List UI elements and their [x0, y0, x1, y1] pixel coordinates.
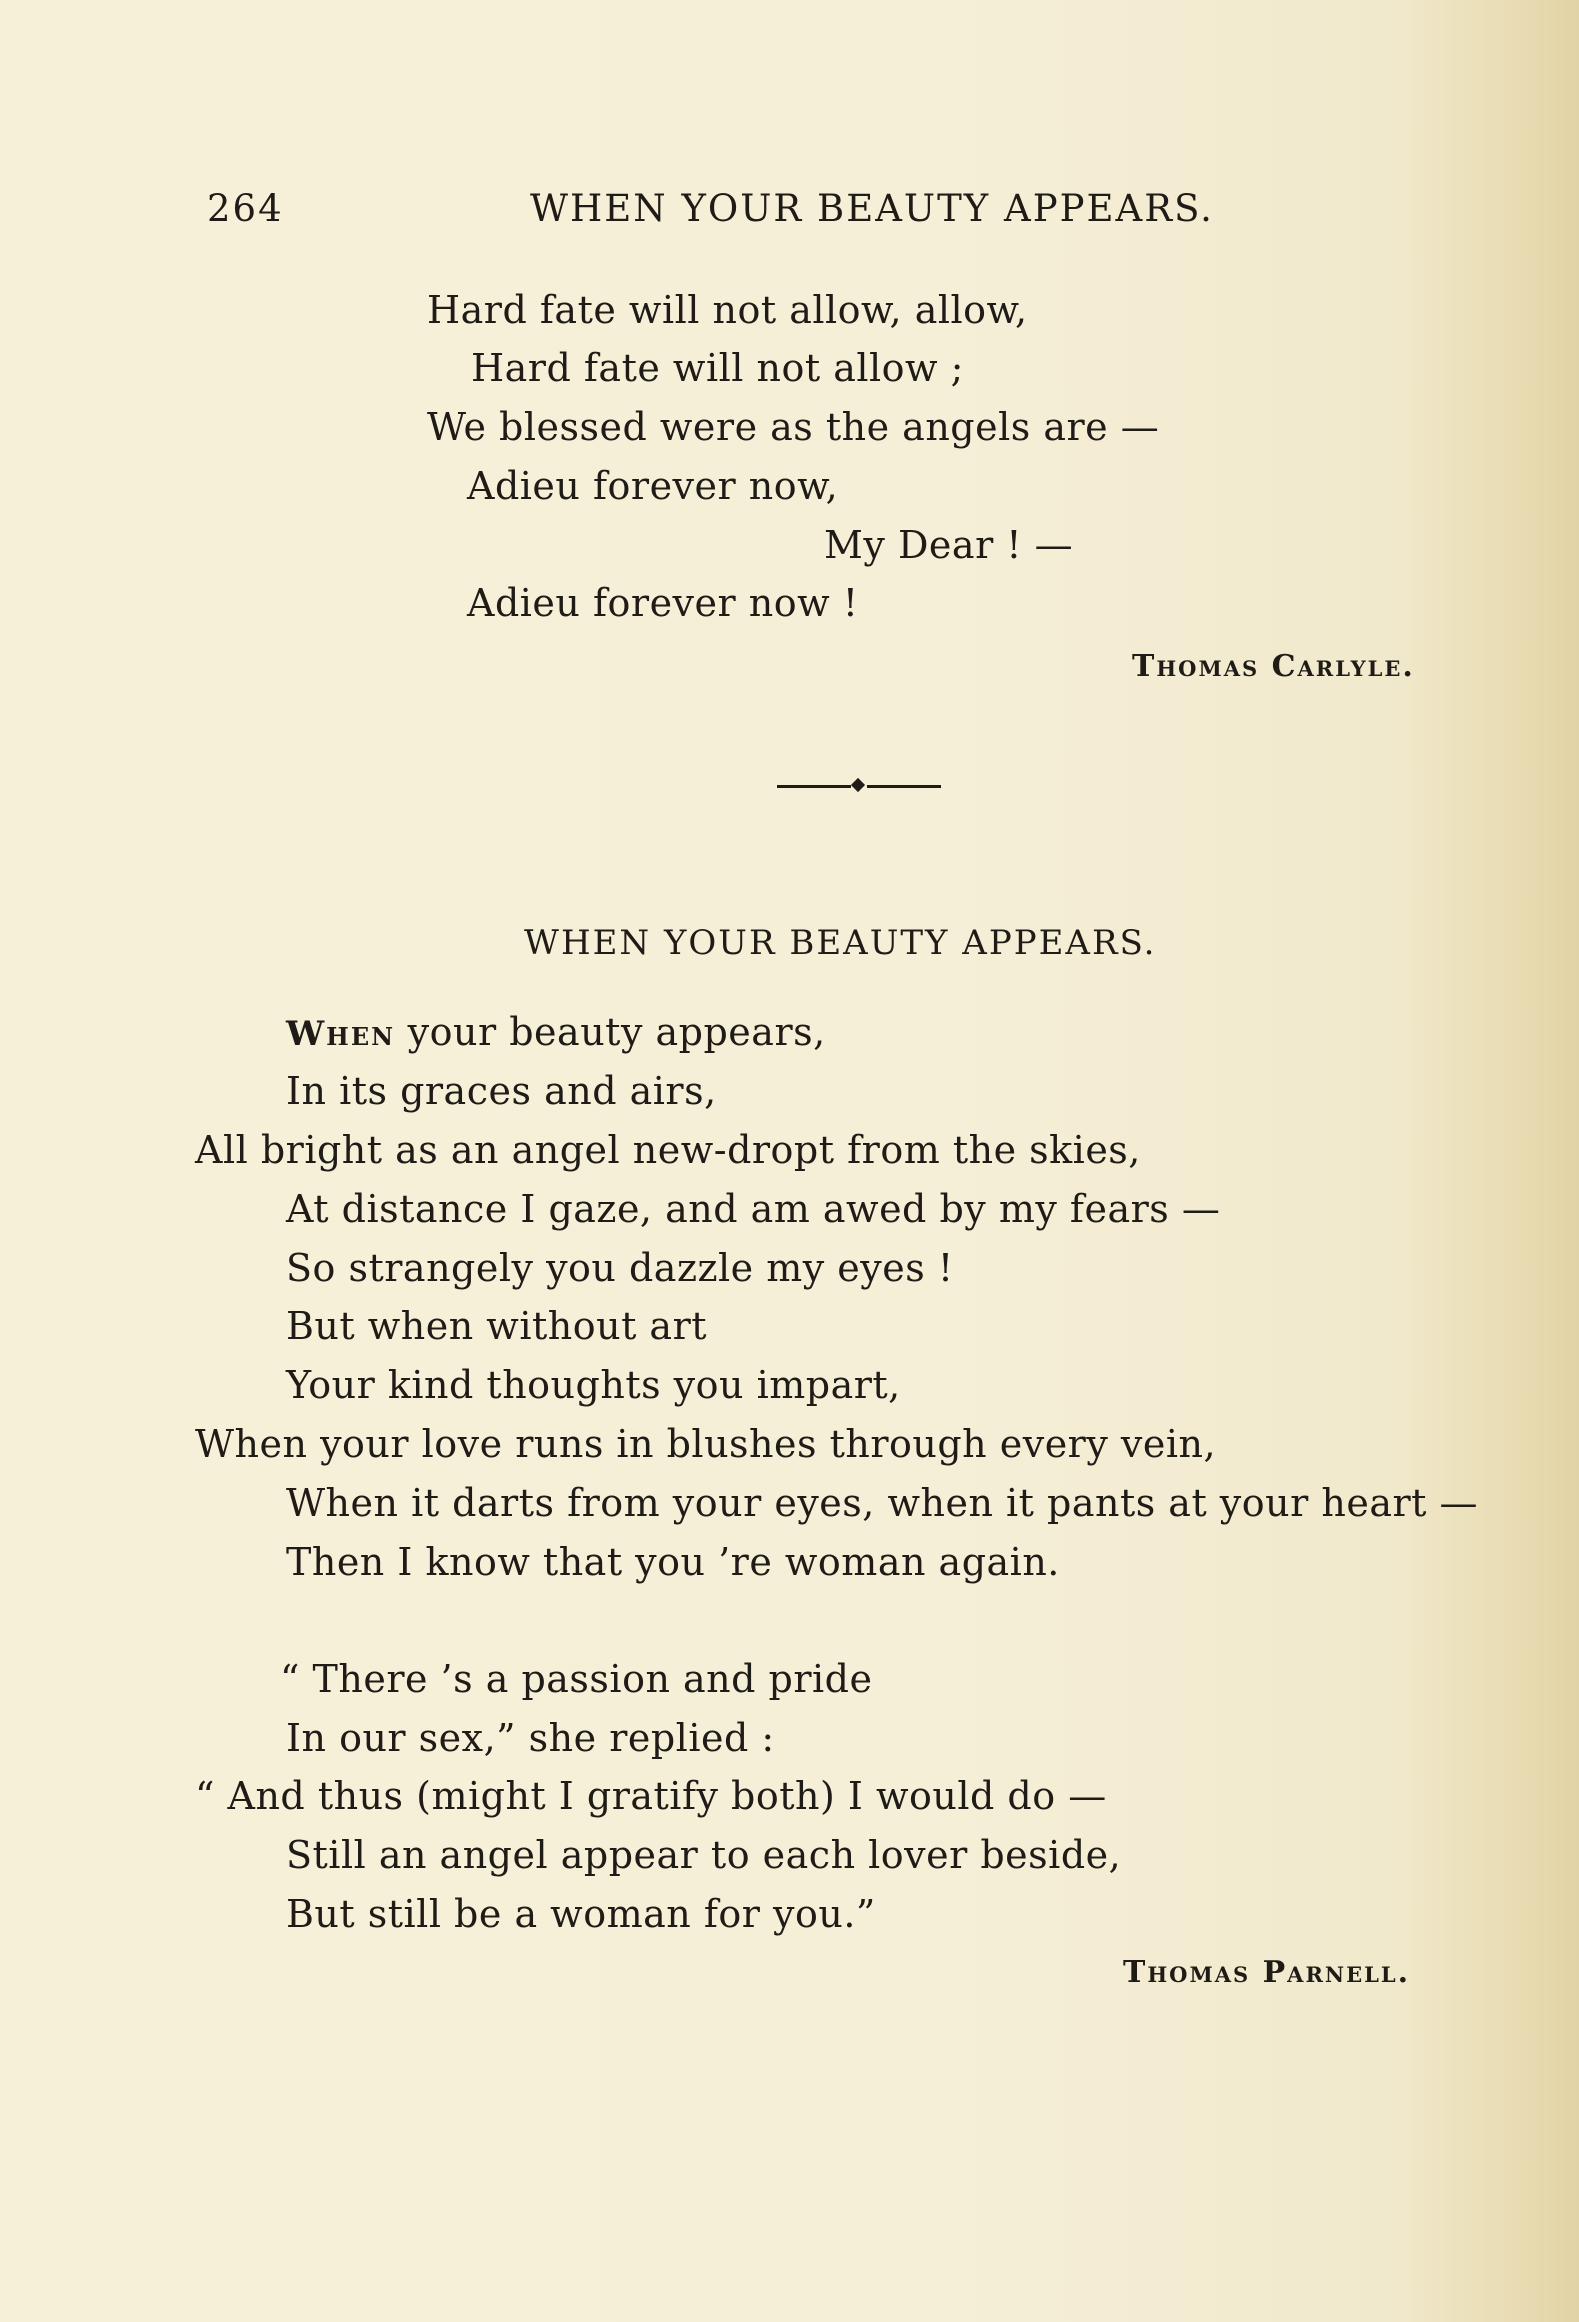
first-line-text: your beauty appears, [395, 1010, 826, 1054]
poem-line: Your kind thoughts you impart, [286, 1363, 901, 1407]
poem-title: WHEN YOUR BEAUTY APPEARS. [524, 923, 1157, 963]
poem-line: Adieu forever now ! [467, 581, 859, 625]
poem-line: In our sex,” she replied : [286, 1716, 775, 1760]
poem-line: We blessed were as the angels are — [427, 405, 1160, 449]
poem-line: “ There ’s a passion and pride [280, 1657, 873, 1701]
poem-line: When it darts from your eyes, when it pants at your heart — [286, 1481, 1479, 1525]
poem-line: Hard fate will not allow ; [471, 346, 964, 390]
author-attribution: Thomas Carlyle. [1132, 649, 1415, 684]
poem-line: But still be a woman for you.” [286, 1892, 876, 1936]
poem-line: When your love runs in blushes through every vein, [195, 1422, 1217, 1466]
running-title: WHEN YOUR BEAUTY APPEARS. [530, 187, 1214, 230]
poem-line: So strangely you dazzle my eyes ! [286, 1246, 954, 1290]
poem-line: Adieu forever now, [467, 464, 839, 508]
poem-line: Then I know that you ’re woman again. [286, 1540, 1060, 1584]
section-divider-ornament [777, 780, 941, 792]
poem-line: My Dear ! — [824, 523, 1074, 567]
poem-line: “ And thus (might I gratify both) I would do — [195, 1774, 1107, 1818]
poem-line: Hard fate will not allow, allow, [427, 288, 1028, 332]
author-attribution: Thomas Parnell. [1123, 1955, 1411, 1990]
poem-line: At distance I gaze, and am awed by my fears — [286, 1187, 1221, 1231]
poem-line: Still an angel appear to each lover beside, [286, 1833, 1122, 1877]
poem-line: All bright as an angel new-dropt from the skies, [195, 1128, 1141, 1172]
poem-line [286, 1010, 826, 1054]
page-number: 264 [207, 187, 284, 230]
poem-line: In its graces and airs, [286, 1069, 717, 1113]
poem-line: But when without art [286, 1304, 708, 1348]
drop-word: When [286, 1014, 396, 1054]
